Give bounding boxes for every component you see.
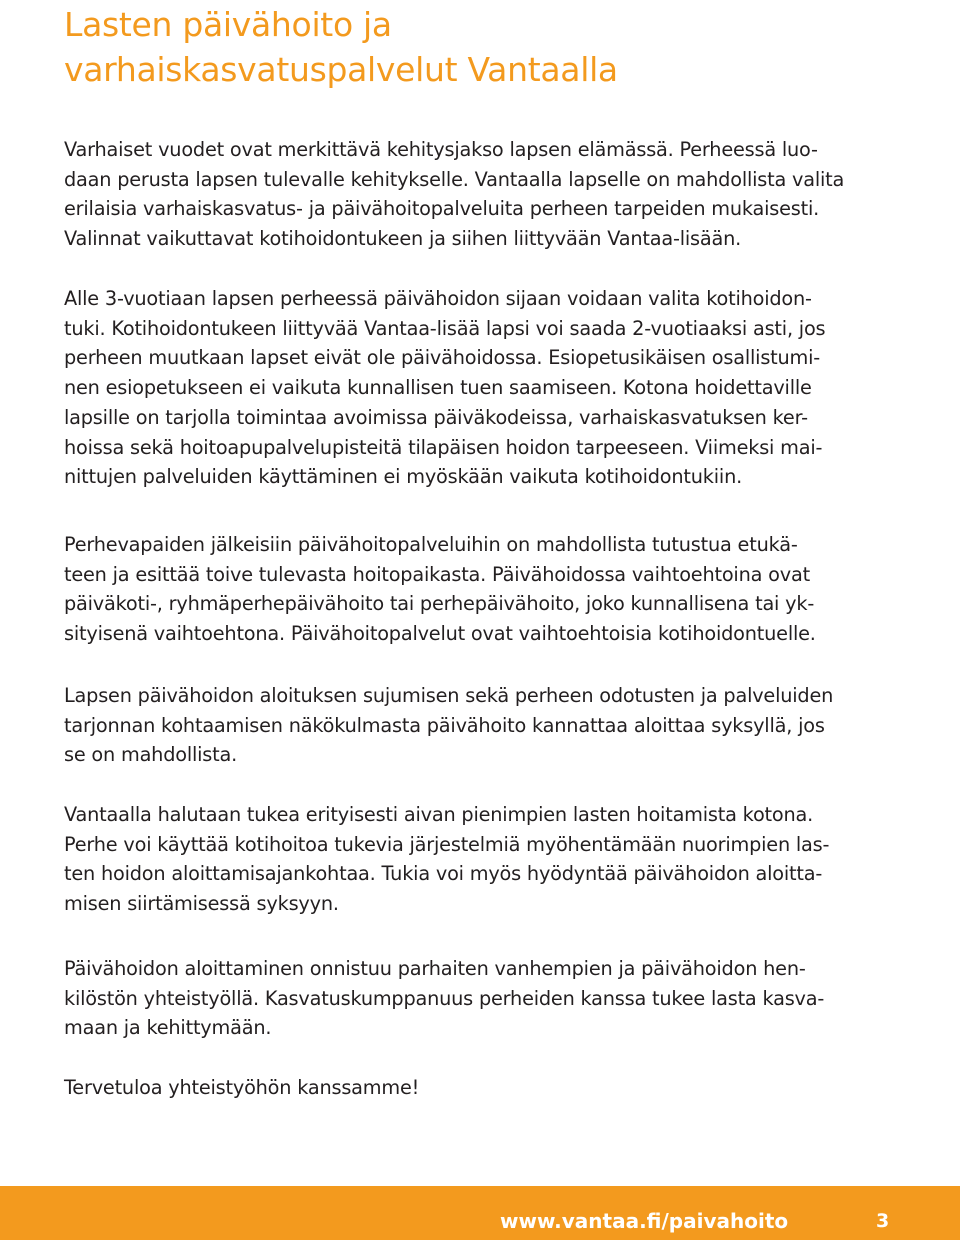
text-line: kilöstön yhteistyöllä. Kasvatuskumppanuus perheiden kanssa tukee lasta kasva- xyxy=(64,986,825,1010)
text-line: erilaisia varhaiskasvatus- ja päivähoitopalveluita perheen tarpeiden mukaisesti. xyxy=(64,197,820,221)
text-line: lapsille on tarjolla toimintaa avoimissa päiväkodeissa, varhaiskasvatuksen ker- xyxy=(64,405,808,429)
page-title-line-2: varhaiskasvatuspalvelut Vantaalla xyxy=(64,50,618,89)
paragraph-intro xyxy=(64,135,904,254)
text-line: Vantaalla halutaan tukea erityisesti aivan pienimpien lasten hoitamista kotona. xyxy=(64,803,814,826)
text-line: Perhe voi käyttää kotihoitoa tukevia järjestelmiä myöhentämään nuorimpien las- xyxy=(64,832,830,856)
text-line: Alle 3-vuotiaan lapsen perheessä päivähoidon sijaan voidaan valita kotihoidon- xyxy=(64,287,812,310)
text-line: Perhevapaiden jälkeisiin päivähoitopalveluihin on mahdollista tutustua etukä- xyxy=(64,533,798,556)
text-line: teen ja esittää toive tulevasta hoitopaikasta. Päivähoidossa vaihtoehtoina ovat xyxy=(64,562,810,586)
text-line: Lapsen päivähoidon aloituksen sujumisen sekä perheen odotusten ja palveluiden xyxy=(64,684,834,707)
text-line: maan ja kehittymään. xyxy=(64,1016,272,1040)
text-line: Päivähoidon aloittaminen onnistuu parhaiten vanhempien ja päivähoidon hen- xyxy=(64,957,806,980)
page-title xyxy=(64,2,924,92)
paragraph-start-timing xyxy=(64,681,904,770)
paragraph-welcome xyxy=(64,1073,904,1103)
page-number: 3 xyxy=(876,1210,890,1232)
text-line: hoissa sekä hoitoapupalvelupisteitä tilapäisen hoidon tarpeeseen. Viimeksi mai- xyxy=(64,435,823,459)
text-line: nittujen palveluiden käyttäminen ei myöskään vaikuta kotihoidontukiin. xyxy=(64,465,743,489)
paragraph-daycare-options xyxy=(64,530,904,649)
text-line: Varhaiset vuodet ovat merkittävä kehitysjakso lapsen elämässä. Perheessä luo- xyxy=(64,138,818,161)
text-line: päiväkoti-, ryhmäperhepäivähoito tai perhepäivähoito, joko kunnallisena tai yk- xyxy=(64,592,815,616)
paragraph-home-care-support xyxy=(64,800,904,919)
text-line: misen siirtämisessä syksyyn. xyxy=(64,892,339,916)
text-line: ten hoidon aloittamisajankohtaa. Tukia voi myös hyödyntää päivähoidon aloitta- xyxy=(64,862,823,886)
text-line: tuki. Kotihoidontukeen liittyvää Vantaa-lisää lapsi voi saada 2-vuotiaaksi asti, jos xyxy=(64,316,826,340)
text-line: nen esiopetukseen ei vaikuta kunnallisen tuen saamiseen. Kotona hoidettaville xyxy=(64,376,812,400)
text-line: tarjonnan kohtaamisen näkökulmasta päivähoito kannattaa aloittaa syksyllä, jos xyxy=(64,713,825,737)
text-line: sityisenä vaihtoehtona. Päivähoitopalvelut ovat vaihtoehtoisia kotihoidontuelle. xyxy=(64,622,816,646)
footer-bar xyxy=(0,1186,960,1240)
text-line: Tervetuloa yhteistyöhön kanssamme! xyxy=(64,1076,420,1099)
text-line: daan perusta lapsen tulevalle kehitykselle. Vantaalla lapselle on mahdollista valita xyxy=(64,167,845,191)
paragraph-home-care-allowance xyxy=(64,284,904,492)
text-line: se on mahdollista. xyxy=(64,743,238,767)
page-title-line-1: Lasten päivähoito ja xyxy=(64,5,392,44)
paragraph-cooperation xyxy=(64,954,904,1043)
text-line: perheen muutkaan lapset eivät ole päivähoidossa. Esiopetusikäisen osallistumi- xyxy=(64,346,821,370)
footer-website-link[interactable]: www.vantaa.fi/paivahoito xyxy=(500,1209,789,1233)
text-line: Valinnat vaikuttavat kotihoidontukeen ja siihen liittyvään Vantaa-lisään. xyxy=(64,227,742,251)
